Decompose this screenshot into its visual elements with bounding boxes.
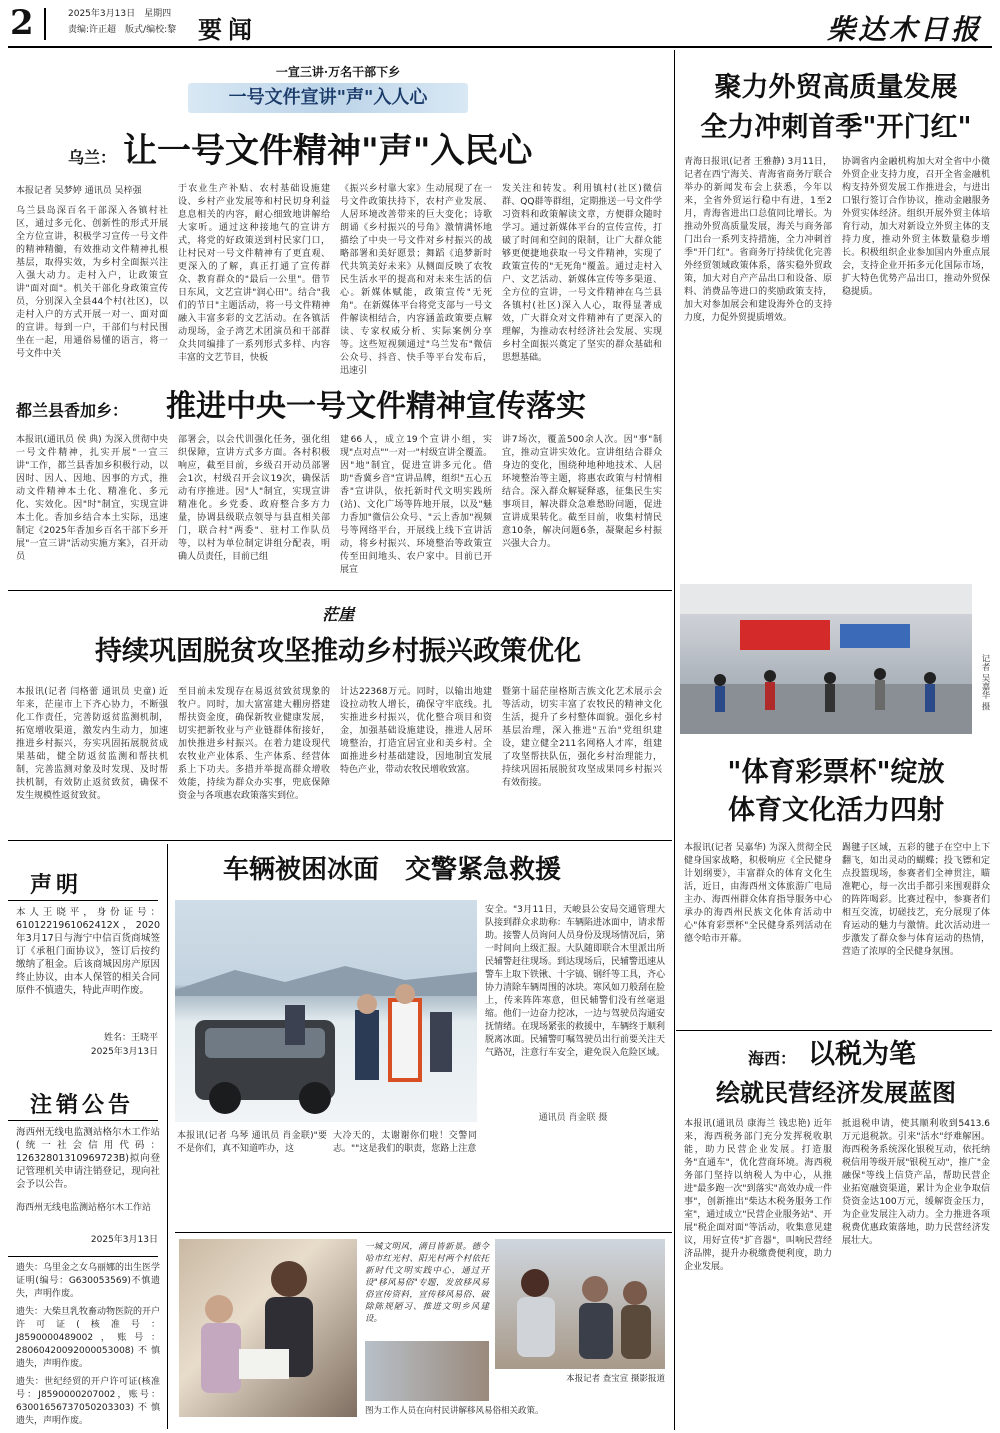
article-title: 让一号文件精神"声"入民心 (123, 131, 533, 171)
banner-text: 一号文件宣讲"声"入人心 (228, 87, 428, 108)
photo-credit: 本报记者 查宝宣 摄影报道 (566, 1374, 665, 1384)
article-col: 踢毽子区域，五彩的毽子在空中上下翻飞，如出灵动的蝴蝶；投飞镖和定点投篮现场，参赛者们全神贯注，瞄准靶心，每一次出手都引来围观群众的阵阵喝彩。比赛过程中，参赛者们相互交流，切磋技艺，充分展现了体育运动的魅力与激情。此次活动进一步激发了群众参与体育运动的热情，营造了浓厚的全民健身氛围。 (842, 843, 990, 957)
lost-item: 遗失：大柴旦乳牧畜动物医院的开户许可证(核准号：J8590000489002，账号：28060420092000053008)不慎遗失，声明作废。 (16, 1307, 161, 1369)
article-subtitle: 绘就民营经济发展蓝图 (716, 1078, 956, 1107)
photo-credit: 记者 吴嘉华 摄 (980, 654, 990, 711)
rescue-scene-graphic (175, 900, 477, 1122)
header-editors: 责编:许正超 版式/编校:黎 (68, 25, 177, 35)
article-location: 都兰县香加乡： (16, 401, 129, 420)
notice-body: 本人王晓平，身份证号：6101221961062412X，2020年3月17日与海宁中信百货商城签订《承租门面协议》，签订后按约缴纳了租金。后该商城因房产原因终止协议，由本人保管的相关合同原件不慎遗失，特此声明作废。 (16, 907, 160, 996)
title-line-1: 聚力外贸高质量发展 (714, 72, 958, 103)
article-tax (680, 1034, 992, 1428)
masthead: 柴达木日报 (826, 13, 982, 46)
article-col: 至目前未发现存在易返贫致贫现象的牧户。同时，加大富富建大棚房搭建帮扶资金度，确保新牧业健康发展，切实把新牧业与产业链群体衔接好，加快推进乡村振兴。在着力建设现代农牧业产业体系、生产体系、经营体系上下功夫。多措并举提高群众增收效能，持续为群众办实事，兜底保障资金与各项惠农政策落实到位。 (178, 687, 330, 801)
article-col: 抵退税申请，使其顺利收到5413.6万元退税款。引来"活水"纾难解困。海西税务系统深化银税互动，依托纳税信用等级开展"银税互动"，推广"金融保"等线上信贷产品，帮助民营企业拓宽融资渠道，累计为企业争取信贷资金达100万元，缓解资金压力，为企业发展注入动力。全力推进各项税费优惠政策落地，助力民营经济发展壮大。 (842, 1119, 990, 1246)
article-col: 暨第十届茫崖格斯吉族文化艺术展示会等活动，切实丰富了农牧民的精神文化生活，提升了乡村整体面貌。强化乡村基层治理，深入推进"五治"党组织建设，建立健全211名网格人才库，组建了攻坚帮扶队伍，强化乡村治理能力，持续巩固拓展脱贫攻坚成果同乡村振兴有效衔接。 (502, 687, 662, 788)
article-location: 乌兰： (68, 148, 117, 167)
article-col: 乌兰县岛深百名干部深入各镇村社区，通过多元化、创新性的形式开展全方位宣讲，积极学习宣传一号文件的精神精髓，有效推动文件精神扎根基层，取得实效，为乡村全面振兴注入强大动力。走村入户，让政策宣讲"面对面"。机关干部化身政策宣传员，分别深入全县44个村(社区)，以走村入户的方式开展一对一、面对面的宣讲。每到一户，干部们与村民围坐在一起，用通俗易懂的语言，将一号文件中关 (16, 206, 168, 359)
article-col: 协调省内金融机构加大对全省中小微外贸企业支持力度，召开全省金融机构支持外贸发展工作推进会，与进出口银行签订合作协议，推动金融服务外贸实体经济。组织开展外贸主体培育行动，加大对新设立外贸主体的支持力度，推动外贸主体数量稳步增长。积极组织企业参加国内外重点展会，支持企业开拓多元化国际市场，扩大特色优势产品出口，推动外贸保稳提质。 (842, 157, 990, 297)
section-name: 要闻 (198, 15, 258, 44)
article-col: 青海日报讯(记者 王雅静) 3月11日，记者在西宁海关、青海省商务厅联合举办的新闻发布会上获悉，今年以来，全省外贸运行稳中有进，1至2月，青海省进出口总值同比增长。为推动外贸高质量发展，海关与商务部门出台一系列支持措施，全力冲刺首季"开门红"。省商务厅持续优化完善外经贸领域政策体系，落实稳外贸政策，加大对自产产品出口和设备、原料、消费品等进口的奖励政策支持，加大对参加展会和建设海外仓的支持力度，力促外贸提质增效。 (684, 157, 832, 323)
article-wulan (8, 55, 668, 376)
title-line-1: "体育彩票杯"绽放 (727, 757, 945, 788)
lost-item: 遗失：世纪经贸的开户许可证(核准号：J8590000207002，账号：63001656737050203303)不慎遗失，声明作废。 (16, 1377, 160, 1426)
article-col: 讲7场次，覆盖500余人次。因"事"制宜，推动宣讲实效化。宣讲组结合群众身边的变化，围绕种地种地技术、人居环境整治等主题，将惠农政策与村情相结合。深入群众解疑释惑，征集民生实事项目，解决群众急难愁盼问题，促进宣讲成果转化。截至目前，收集村情民意10条，解决问题6条，凝聚起乡村振兴强大合力。 (502, 435, 662, 549)
article-mangya (8, 596, 668, 836)
page-number: 2 (10, 3, 34, 43)
bottom-photo-block (175, 1232, 672, 1428)
bottom-photo-middle (495, 1239, 665, 1369)
notice-date: 2025年3月13日 (90, 1047, 158, 1057)
photo-caption-bottom: 图为工作人员在向村民讲解移风易俗相关政策。 (365, 1406, 544, 1416)
article-ice-rescue (175, 848, 672, 1233)
article-col: 发关注和转发。利用镇村(社区)微信群、QQ群等群组，定期推送一号文件学习资料和政策解读文章，方便群众随时学习。通过新媒体平台的宣传宣传，打破了时间和空间的限制，让广大群众能够更便捷地获取一号文件精神，实现了政策宣传的"无死角"覆盖。通过走村入户、文艺活动、新媒体宣传等多渠道、全方位的宣讲，一号文件精神在乌兰县各镇村(社区)深入人心，取得显著成效，广大群众对文件精神有了更深入的理解，为推动农村经济社会发展、实现乡村全面振兴奠定了坚实的群众基础和思想基础。 (502, 184, 662, 363)
sports-event-photo (680, 584, 972, 734)
people-graphic (495, 1239, 665, 1369)
article-col: 《振兴乡村靠大家》生动展现了在一号文件政策扶持下，农村产业发展、人居环境改善带来的巨大变化；诗歌朗诵《乡村振兴的号角》激情满怀地描绘了中央一号文件对乡村振兴的战略部署和美好愿景；舞蹈《追梦新时代共筑美好未来》从侧面反映了农牧民生活水平的提高和对未来生活的信心。新媒体赋能，政策宣传"无死角"。在新媒体平台将党支部与一号文件解读相结合，内容涵盖政策要点解读、专家权威分析、实际案例分享等。这些短视频通过"乌兰发布"微信公众号、抖音、快手等平台发布后，迅速引 (340, 184, 492, 376)
article-title (680, 754, 992, 830)
bottom-photo-small (365, 1341, 489, 1401)
lost-item: 遗失：乌里金之女乌丽娜的出生医学证明(编号：G630053569)不慎遗失，声明作废。 (16, 1263, 161, 1299)
article-byline: 本报记者 吴梦婷 通讯员 吴梓强 (16, 186, 142, 196)
article-col: 本报讯(通讯员 康海兰 钱忠艳) 近年来，海西税务部门充分发挥税收职能，助力民营企业发展。打造服务"直通车"，优化营商环境。海西税务部门坚持以纳税人为中心，从推进"最多跑一次"到落实"高效办成一件事"，创新推出"柴达木税务服务工作室"，通过成立"民营企业服务站"、开展"税企面对面"等活动，收集意见建议，用好宣传"扩音器"，叫响民营经济品牌，提升办税缴费便利度，助力企业发展。 (684, 1119, 832, 1272)
article-sports-lottery (680, 584, 992, 1024)
villagers-graphic (179, 1239, 357, 1417)
article-col: 于农业生产补贴、农村基础设施建设、乡村产业发展等和村民切身利益息息相关的内容，耐心细致地讲解给大家听。通过这种接地气的宣讲方式，将党的好政策送到村民家门口，让村民对一号文件精神有了更直观、更深入的了解，真正打通了宣传群众、教育群众的"最后一公里"。借节日东风，文艺宣讲"润心田"。结合"我们的节日"主题活动，将一号文件精神融入丰富多彩的文艺活动。在各镇活动现场，金子湾艺术团演员和干部群众共同编排了一系列形式多样、内容丰富的文艺节目，快板 (178, 184, 330, 363)
article-location: 海西： (748, 1049, 797, 1068)
photo-caption-top: 一城文明风，满目皆新景。德令哈市红光村、阳光村两个村依托新时代文明实践中心，通过开设"移风易俗"专题，发放移风易俗宣传资料，宣传移风易俗、破除陈规陋习、推进文明乡风建设。 (365, 1242, 489, 1324)
article-title: 车辆被困冰面 交警紧急救援 (223, 855, 562, 885)
notice-date: 2025年3月13日 (90, 1235, 158, 1245)
article-col: 计达22368万元。同时，以输出地建设拉动牧人增长，确保守牢底线。扎实推进乡村振兴，优化整合项目和资金，加强基础设施建设，推进人居环境整治，打造宜居宜业和美乡村。全面推进乡村基础建设，因地制宜发展特色产业，带动农牧民增收致富。 (340, 687, 492, 775)
article-col: 部署会，以会代训强化任务，强化组织保障，宣讲方式多方面。各村积极响应，截至目前，乡级召开动员部署会1次，村级召开会议19次，确保活动有序推进。因"人"制宜，实现宣讲精准化。乡党委、政府整合多方力量，协调县级联点领导与县直相关部门，联合村"两委"、驻村工作队员等，以村为单位制定讲组分配表，明确人员责任，目前已组 (178, 435, 330, 562)
article-col: 大冷天的，太谢谢你们啦！交警同志。""这是我们的职责，您路上注意 (333, 1131, 477, 1154)
article-col: 本报讯(记者 吴嘉华) 为深入贯彻全民健身国家战略，积极响应《全民健身计划纲要》，丰富群众的体育文化生活，近日，由海西州文体旅游广电局主办、海西州群众体育指导服务中心承办的海西州民族文化体育活动中心"体育彩票杯"全民健身系列活动在德令哈市开幕。 (684, 843, 832, 944)
article-col: 本报讯(通讯员 侯 典) 为深入贯彻中央一号文件精神，扎实开展"一宣三讲"工作，都兰县香加乡积极行动，以因时、因人、因地、因事的方式，推动文件精神本土化、精准化、多元化、实效化。因"时"制宜，实现宣讲本土化。香加乡结合本土实际，迅速制定《2025年香加乡百名干部下乡开展"一宣三讲"活动实施方案》，召开动员 (16, 435, 168, 562)
notice-title: 声明 (30, 873, 83, 898)
article-kicker: 茫崖 (321, 605, 354, 624)
gym-scene-graphic (680, 584, 972, 734)
article-col: 安全。"3月11日，天峻县公安局交通管理大队接到群众求助称：车辆陷进冰面中，请求帮助。接警人员询问人员身份及现场情况后，第一时间向上级汇报。大队随即联合木里派出所民辅警赶往现场。到达现场后，民辅警迅速从警车上取下铁锹、十字镐、钢纤等工具，齐心协力清除车辆周围的冰块。寒风如刀般刮在脸上，传来阵阵寒意，但民辅警们没有丝毫退缩。他们一边奋力挖冰，一边与驾驶员沟通安抚情绪。在现场紧张的救援中，车辆终于顺利脱离冰面。民辅警叮嘱驾驶员出行前要关注天气路况，注意行车安全，避免误入危险区域。 (485, 905, 666, 1058)
page-header (0, 0, 1000, 50)
article-col: 建66人，成立19个宣讲小组，实现"点对点""一对一"村级宣讲全覆盖。因"地"制宜，促进宣讲多元化。借助"香冀乡音"宣讲品牌，组织"五心五香"宣讲队，依托新时代文明实践所(站)、文化广场等阵地开展，以及"魅力香加"微信公众号、"云上香加"视频号等网络平台，开展线上线下宣讲活动，将乡村振兴、环境整治等政策宣传至田间地头、农户家中。目前已开展宣 (340, 435, 492, 575)
article-title (680, 68, 992, 148)
notice-body: 海西州无线电监测站格尔木工作站(统一社会信用代码：12632801310969723B)拟向登记管理机关申请注销登记，现向社会予以公告。 (16, 1127, 160, 1190)
photo-credit: 通讯员 肖金联 摄 (538, 1113, 608, 1123)
article-col: 本报讯(记者 闫格蕾 通讯员 史童) 近年来，茫崖市上下齐心协力，不断强化工作责任，完善防返贫监测机制，拓宽增收渠道，激发内生动力，加速推进乡村振兴，夯实巩固拓展脱贫成果基础，健全防返贫监测和帮扶机制，完善监测对象及时发现、及时帮扶机制，有效防止返贫致贫，确保不发生规模性返贫致贫。 (16, 687, 168, 801)
header-date: 2025年3月13日 星期四 (68, 9, 172, 19)
title-line-2: 体育文化活力四射 (728, 795, 944, 826)
ice-rescue-photo (175, 900, 477, 1122)
article-col: 本报讯(记者 乌琴 通讯员 肖金联)"要不是你们，真不知道咋办，这 (177, 1131, 327, 1154)
article-foreign-trade (680, 52, 992, 582)
article-title: 推进中央一号文件精神宣传落实 (166, 389, 586, 424)
notices-column (8, 844, 168, 1429)
article-title: 以税为笔 (808, 1039, 916, 1070)
bottom-photo-left (179, 1239, 357, 1417)
notice-title: 注销公告 (30, 1093, 135, 1118)
title-line-2: 全力冲刺首季"开门红" (700, 112, 972, 143)
notice-org: 海西州无线电监测站格尔木工作站 (16, 1203, 152, 1213)
banner-box (188, 83, 468, 113)
article-title: 持续巩固脱贫攻坚推动乡村振兴政策优化 (95, 636, 581, 667)
article-kicker: 一宣三讲·万名干部下乡 (275, 65, 401, 79)
article-xiangjia (8, 382, 668, 582)
notice-signature: 姓名：王晓平 (103, 1033, 158, 1043)
